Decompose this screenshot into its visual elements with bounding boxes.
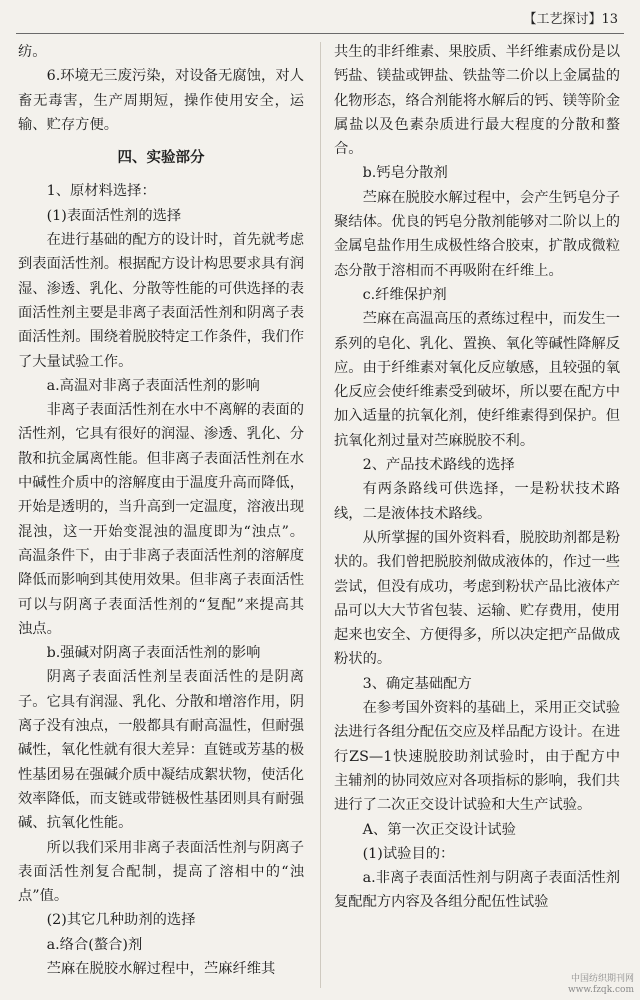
paragraph: 苎麻在脱胶水解过程中，苎麻纤维其 — [46, 960, 276, 977]
paragraph: 3、确定基础配方 — [362, 675, 472, 692]
paragraph: 2、产品技术路线的选择 — [362, 457, 515, 474]
paragraph: A、第一次正交设计试验 — [362, 821, 516, 838]
paragraph: a.高温对非离子表面活性剂的影响 — [46, 377, 260, 394]
paragraph: 苎麻在脱胶水解过程中，会产生钙皂分子聚结体。优良的钙皂分散剂能够对二阶以上的金属皂盐作用生成极性络合胶束，扩散成微粒态分散于溶相而不再吸附在纤维上。 — [334, 189, 620, 279]
paragraph: b.钙皂分散剂 — [362, 165, 448, 182]
header-section-page: 【工艺探讨】13 — [523, 12, 618, 27]
paragraph: 共生的非纤维素、果胶质、半纤维素成份是以钙盐、镁盐或钾盐、铁盐等二价以上金属盐的化物形态，络合剂能将水解后的钙、镁等阶金属盐以及色素杂质进行最大程度的分散和螯合。 — [334, 44, 620, 158]
paragraph: 1、原材料选择： — [46, 183, 156, 200]
watermark-line2: www.fzqk.com — [567, 985, 634, 995]
paragraph: 苎麻在高温高压的煮练过程中，而发生一系列的皂化、乳化、置换、氧化等碱性降解反应。由于纤维素对氧化反应敏感，且较强的氧化反应会使纤维素受到破坏，所以要在配方中加入适量的抗氧化剂，使纤维素得到保护。但抗氧化剂过量对苎麻脱胶不利。 — [334, 311, 620, 449]
paragraph: 从所掌握的国外资料看，脱胶助剂都是粉状的。我们曾把脱胶剂做成液体的，作过一些尝试，但没有成功，考虑到粉状产品比液体产品可以大大节省包装、运输、贮存费用，使用起来也安全、方便得多，所以决定把产品做成粉状的。 — [334, 529, 620, 668]
paragraph: 非离子表面活性剂在水中不离解的表面的活性剂，它具有很好的润湿、渗透、乳化、分散和抗金属离性能。但非离子表面活性剂在水中碱性介质中的溶解度由于温度升高而降低，开始是透明的，当升高到一定温度，溶液出现混浊，这一开始变混浊的温度即为“浊点”。高温条件下，由于非离子表面活性剂的溶解度降低而影响到其使用效果。但非离子表面活性可以与阴离子表面活性剂的“复配”来提高其浊点。 — [18, 402, 304, 637]
paragraph: 在参考国外资料的基础上，采用正交试验法进行各组分配伍交应及样品配方设计。在进行ZS—1快速脱胶助剂试验时，由于配方中主辅剂的协同效应对各项指标的影响，我们共进行了二次正交设计试验和大生产试验。 — [334, 700, 620, 814]
paragraph: 在进行基础的配方的设计时，首先就考虑到表面活性剂。根据配方设计构思要求具有润湿、渗透、乳化、分散等性能的可供选择的表面活性剂主要是非离子表面活性剂和阴离子表面活性剂。围绕着脱胶特定工作条件，我们作了大量试验工作。 — [18, 232, 304, 370]
paragraph: 所以我们采用非离子表面活性剂与阴离子表面活性剂复合配制，提高了溶相中的“浊点”值。 — [18, 839, 304, 905]
right-column — [334, 40, 620, 990]
running-header — [0, 0, 640, 34]
paragraph: a.非离子表面活性剂与阴离子表面活性剂复配配方内容及各组分配伍性试验 — [334, 870, 620, 911]
section-heading: 四、实验部分 — [117, 150, 205, 167]
paragraph: (1)试验目的： — [362, 845, 455, 862]
column-divider — [320, 42, 321, 988]
paragraph: a.络合(螯合)剂 — [46, 936, 143, 953]
paragraph: c.纤维保护剂 — [362, 286, 447, 303]
watermark — [568, 974, 634, 996]
paragraph: 6.环境无三废污染，对设备无腐蚀，对人畜无毒害，生产周期短，操作使用安全，运输、贮存方便。 — [18, 68, 304, 133]
paragraph: (1)表面活性剂的选择 — [46, 207, 182, 224]
paragraph: 阴离子表面活性剂呈表面活性的是阴离子。它具有润湿、乳化、分散和增溶作用，阴离子没有浊点，一般都具有耐高温性，但耐强碱性，氧化性就有很大差异：直链或芳基的极性基团易在强碱介质中凝结成絮状物，使活化效率降低，而支链或带链极性基团则具有耐强碱、抗氧化性能。 — [18, 669, 304, 832]
paragraph: 纺。 — [18, 44, 47, 60]
watermark-line1: 中国纺织期刊网 — [570, 974, 634, 984]
left-column — [18, 40, 304, 990]
paragraph: b.强碱对阴离子表面活性剂的影响 — [46, 645, 261, 662]
paragraph: (2)其它几种助剂的选择 — [46, 912, 196, 929]
header-rule — [16, 33, 624, 34]
paragraph: 有两条路线可供选择，一是粉状技术路线，二是液体技术路线。 — [334, 481, 620, 522]
